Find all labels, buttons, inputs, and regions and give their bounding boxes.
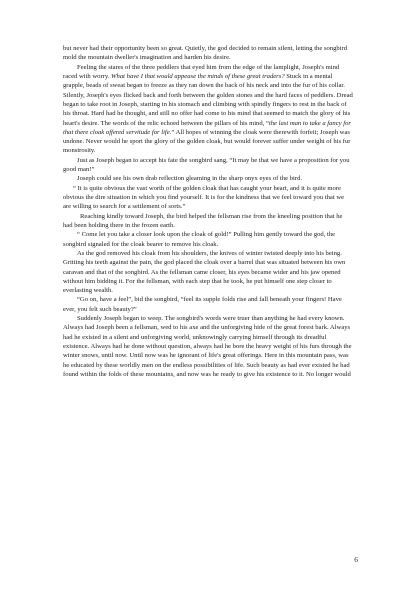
paragraph: [63, 314, 353, 379]
text-run: but never had their opportunity been so great. Quietly, the god decided to remain silent, letting the songbird mold the mountain dweller's imagination and harden his desire.: [63, 45, 348, 62]
text-run: Stuck in a mental grapple, beads of sweat began to freeze as they ran down the back of his neck and into the fur of his collar. Silently, Joseph's eyes flicked back and forth between the golden stones and the hard faces of peddlers. Dread began to take root in Joseph, starting in his stomach and climbing with spindly fingers to rest in the back of his throat. Hard had he thought, and still no offer had come to his mind that seemed to match the glory of his heart's desire. The words of the relic echoed between the pillars of his mind, “: [63, 72, 353, 127]
text-run: Feeling the stares of the three peddlers that eyed him from the edge of the lamplight, Joseph's mind raced with worry.: [63, 63, 340, 80]
text-run: Reaching kindly toward Joseph, the bird helped the fellsman rise from the kneeling position that he had been holding there in the frozen earth.: [63, 212, 343, 229]
text-run: ” All hopes of winning the cloak were therewith forfeit; Joseph was undone. Never would he sport the glory of the golden cloak, but would forever suffer under weight of his fur monstrosity.: [63, 128, 351, 155]
text-run: As the god removed his cloak from his shoulders, the knives of winter twisted deeply into his being. Gritting his teeth against the pain, the god placed the cloak over a barrel that was situated between his own caravan and that of the songbird. As the fellsman came closer, his eyes became wider and his jaw opened without him bidding it. For the fellsman, with each step that he took, he put himself one step closer to everlasting wealth.: [63, 249, 346, 295]
paragraph: [63, 184, 353, 212]
text-run: Just as Joseph began to accept his fate the songbird sang, “It may be that we have a proposition for you good man!”: [63, 156, 350, 174]
paragraph: [63, 230, 353, 249]
text-run: “ It is quite obvious the vast worth of the golden cloak that has caught your heart, and it is quite more obvious the dire situation in which you find yourself. It is for the kindness that we feel toward you that we are willing to search for a settlement of sorts.”: [63, 184, 345, 211]
paragraph: [63, 63, 353, 156]
page-number: 6: [354, 555, 358, 564]
italic-text: What have I that would appease the minds of these great traders?: [111, 72, 285, 80]
paragraph: [63, 44, 353, 63]
paragraph: [63, 212, 353, 231]
body-text: [63, 44, 353, 379]
paragraph: [63, 156, 353, 175]
paragraph: [63, 249, 353, 296]
text-run: Suddenly Joseph began to weep. The songbird's words were truer than anything he had every known. Always had Joseph been a fellsman, wed to his axe and the unforgiving hide of the great forest bark. Always had he existed in a silent and unforgiving world, unknowingly carrying himself through its dreadful existence. Always had he done without question, always had he bore the heavy weight of his furs through the winter snows, until now. Until now was he ignorant of life's great offerings. Here in this mountain pass, was he educated by these worldly men on the endless possibilities of life. Such beauty as had ever existed he had found within the folds of these mountains, and now was he ready to give his existence to it. No longer would: [63, 315, 352, 378]
paragraph: [63, 174, 353, 183]
italic-text: the last man to take a fancy for that there cloak offered servitude for life.: [63, 119, 351, 136]
text-run: “ Come let you take a closer look upon the cloak of gold!” Pulling him gently toward the god, the songbird signaled for the cloak bearer to remove his cloak.: [63, 231, 336, 248]
paragraph: [63, 295, 353, 314]
text-run: Joseph could see his own drab reflection gleaming in the sharp onyx eyes of the bird.: [77, 175, 303, 183]
text-run: “Go on, have a feel”, bid the songbird, “feel its supple folds rise and fall beneath your fingers! Have ever, you felt such beauty?”: [63, 296, 342, 313]
